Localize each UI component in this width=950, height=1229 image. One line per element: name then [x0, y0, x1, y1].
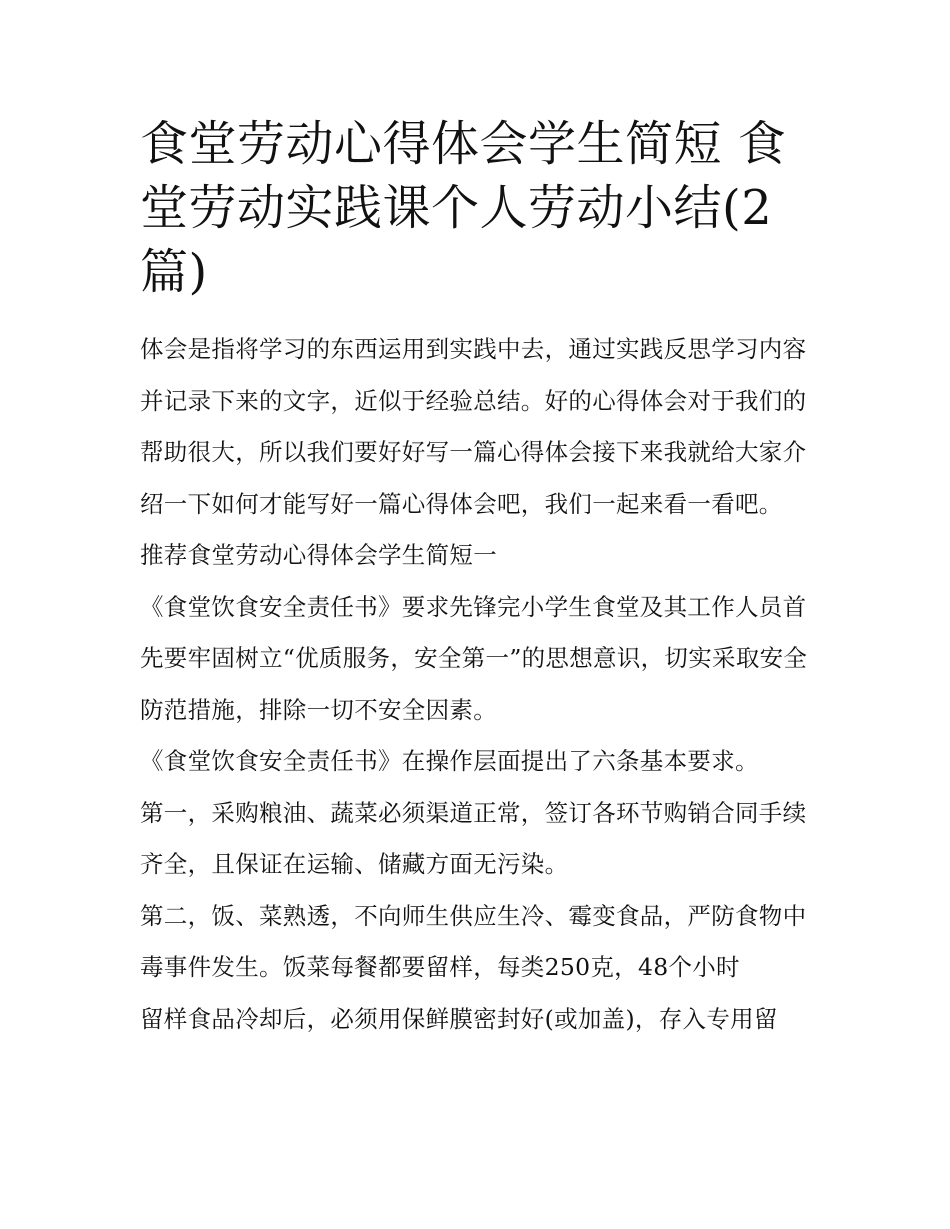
document-title: 食堂劳动心得体会学生简短 食堂劳动实践课个人劳动小结(2篇): [140, 116, 787, 300]
paragraph-six-requirements: 《食堂饮食安全责任书》在操作层面提出了六条基本要求。: [140, 747, 759, 775]
paragraph-second-requirement: 第二，饭、菜熟透，不向师生供应生冷、霉变食品，严防食物中毒事件发生。饭菜每餐都要留样，每类250克，48个小时: [140, 901, 807, 981]
document-page: [140, 112, 820, 1045]
paragraph-first-requirement: 第一，采购粮油、蔬菜必须渠道正常，签订各环节购销合同手续齐全，且保证在运输、储藏方面无污染。: [140, 798, 807, 878]
paragraph-intro: 体会是指将学习的东西运用到实践中去，通过实践反思学习内容并记录下来的文字，近似于经验总结。好的心得体会对于我们的帮助很大，所以我们要好好写一篇心得体会接下来我就给大家介绍一下如何才能写好一篇心得体会吧，我们一起来看一看吧。: [140, 335, 807, 518]
paragraph-responsibility: 《食堂饮食安全责任书》要求先锋完小学生食堂及其工作人员首先要牢固树立“优质服务，安全第一”的思想意识，切实采取安全防范措施，排除一切不安全因素。: [140, 592, 808, 724]
paragraph-sample-storage: 留样食品冷却后，必须用保鲜膜密封好(或加盖)，存入专用留: [140, 1004, 778, 1033]
paragraph-section-heading: 推荐食堂劳动心得体会学生简短一: [140, 541, 497, 569]
document-body: [140, 324, 820, 1045]
